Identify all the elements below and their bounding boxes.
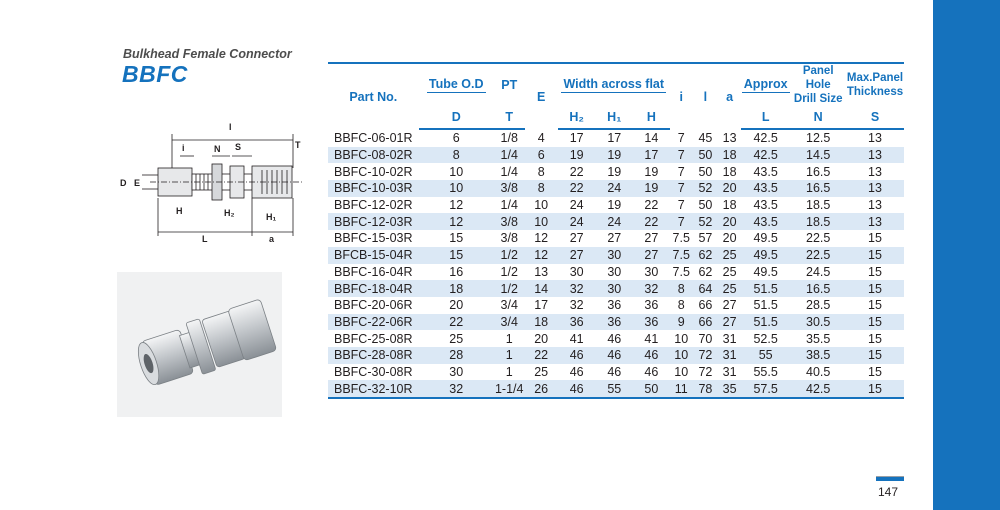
table-cell: 26: [525, 380, 558, 398]
table-cell: 15: [846, 247, 904, 264]
header-pt-sub: T: [494, 106, 525, 129]
table-cell: 18: [722, 164, 737, 179]
table-cell: 27: [644, 231, 659, 246]
table-cell: 1/2: [500, 264, 518, 279]
table-cell: 9: [670, 314, 693, 331]
table-cell: 25: [722, 264, 737, 279]
table-cell: 18: [722, 198, 737, 213]
table-cell: 52: [693, 180, 719, 197]
part-number-cell: BBFC-08-02R: [328, 147, 419, 164]
table-cell: 27: [633, 247, 670, 264]
table-cell: 43.5: [741, 213, 790, 230]
table-cell: 8: [670, 280, 693, 297]
table-cell: 22: [525, 347, 558, 364]
table-cell: 8: [677, 298, 685, 313]
specification-table: [328, 62, 904, 399]
table-cell: 36: [607, 298, 622, 313]
header-l: l: [703, 89, 708, 104]
drawing-label-i: i: [182, 143, 185, 153]
header-max-panel-sub: S: [846, 106, 904, 129]
table-cell: 22: [419, 314, 494, 331]
table-cell: 7.5: [672, 231, 690, 246]
table-cell: 64: [693, 280, 719, 297]
table-cell: 13: [846, 147, 904, 164]
table-cell: 1/8: [500, 131, 518, 146]
table-cell: 8: [419, 147, 494, 164]
table-cell: 1/4: [500, 198, 518, 213]
table-cell: 1-1/4: [494, 380, 525, 398]
table-cell: 13: [846, 213, 904, 230]
table-row: [328, 264, 904, 281]
table-cell: 62: [693, 247, 719, 264]
side-color-bar: [933, 0, 1000, 510]
table-cell: 51.5: [741, 314, 790, 331]
part-number-cell: BBFC-30-08R: [334, 364, 413, 379]
table-cell: 12: [449, 198, 464, 213]
table-cell: 18: [419, 280, 494, 297]
header-a: a: [726, 89, 734, 104]
table-cell: 46: [558, 347, 596, 364]
table-cell: 15: [846, 347, 904, 364]
header-h1: H₁: [596, 106, 633, 129]
page-number: 147: [878, 485, 899, 499]
table-cell: 20: [718, 213, 741, 230]
table-cell: 35.5: [806, 331, 831, 346]
part-number-cell: BBFC-20-06R: [334, 298, 413, 313]
table-cell: 3/8: [494, 213, 525, 230]
table-cell: 14: [525, 280, 558, 297]
table-cell: 22.5: [806, 231, 831, 246]
part-number-cell: BBFC-16-04R: [334, 264, 413, 279]
table-cell: 46: [558, 380, 596, 398]
table-cell: 3/8: [500, 231, 518, 246]
table-cell: 10: [674, 364, 689, 379]
header-approx-sub: L: [741, 106, 790, 129]
table-cell: 19: [633, 180, 670, 197]
table-cell: 57.5: [741, 380, 790, 398]
part-number-cell: BBFC-10-03R: [328, 180, 419, 197]
drawing-label-L: L: [202, 234, 208, 244]
table-cell: 8: [537, 164, 545, 179]
header-pt: PT: [501, 78, 518, 92]
table-cell: 72: [698, 364, 713, 379]
table-cell: 50: [633, 380, 670, 398]
table-cell: 17: [534, 298, 549, 313]
header-panel-hole-sub: N: [790, 106, 846, 129]
table-cell: 1/4: [494, 147, 525, 164]
table-header-row: [328, 63, 904, 106]
table-cell: 24: [596, 180, 633, 197]
header-e: E: [536, 89, 546, 104]
header-tube-od-sub: D: [419, 106, 494, 129]
product-code: BBFC: [122, 61, 188, 87]
table-cell: 30: [596, 280, 633, 297]
table-cell: 20: [722, 231, 737, 246]
table-cell: 36: [644, 298, 659, 313]
table-row: [328, 364, 904, 381]
table-row: [328, 197, 904, 214]
part-number-cell: BBFC-10-02R: [334, 164, 413, 179]
table-cell: 7.5: [670, 247, 693, 264]
table-cell: 15: [868, 331, 882, 346]
table-cell: 25: [718, 280, 741, 297]
table-cell: 51.5: [753, 298, 778, 313]
drawing-label-l: l: [229, 122, 232, 132]
table-cell: 1/4: [500, 164, 518, 179]
table-cell: 15: [449, 231, 464, 246]
table-cell: 32: [419, 380, 494, 398]
table-cell: 1: [505, 331, 513, 346]
table-cell: 1/2: [494, 247, 525, 264]
part-number-cell: BBFC-12-03R: [328, 213, 419, 230]
table-cell: 66: [698, 298, 713, 313]
table-cell: 30: [569, 264, 584, 279]
table-cell: 13: [722, 130, 737, 145]
table-cell: 15: [868, 298, 882, 313]
drawing-label-E: E: [134, 178, 141, 188]
table-cell: 30: [596, 247, 633, 264]
table-row: [328, 297, 904, 314]
drawing-label-S: S: [235, 142, 242, 152]
table-cell: 50: [693, 147, 719, 164]
table-cell: 17: [569, 131, 584, 146]
table-cell: 15: [868, 231, 882, 246]
drawing-label-D: D: [120, 178, 127, 188]
table-cell: 10: [449, 164, 464, 179]
table-cell: 17: [633, 147, 670, 164]
table-cell: 7: [677, 198, 685, 213]
table-cell: 14.5: [790, 147, 846, 164]
header-tube-od: Tube O.D: [428, 77, 484, 91]
table-cell: 10: [534, 198, 549, 213]
table-cell: 16.5: [790, 180, 846, 197]
part-number-cell: BBFC-12-02R: [334, 198, 413, 213]
header-part-no: Part No.: [349, 89, 398, 104]
table-cell: 35: [718, 380, 741, 398]
table-cell: 41: [644, 331, 659, 346]
table-cell: 18: [718, 147, 741, 164]
table-cell: 43.5: [753, 198, 778, 213]
table-cell: 13: [868, 131, 882, 146]
table-cell: 40.5: [806, 364, 831, 379]
table-cell: 7.5: [672, 264, 690, 279]
table-row: [328, 380, 904, 398]
table-cell: 19: [607, 164, 622, 179]
table-cell: 32: [569, 298, 584, 313]
part-number-cell: BFCB-15-04R: [328, 247, 419, 264]
table-cell: 4: [537, 130, 545, 145]
table-cell: 3/4: [494, 314, 525, 331]
table-cell: 24: [558, 213, 596, 230]
table-cell: 78: [693, 380, 719, 398]
table-cell: 25: [718, 247, 741, 264]
table-cell: 7: [677, 130, 685, 145]
table-cell: 1: [494, 347, 525, 364]
table-cell: 13: [868, 164, 882, 179]
table-cell: 27: [558, 247, 596, 264]
part-number-cell: BBFC-32-10R: [328, 380, 419, 398]
table-cell: 15: [868, 264, 882, 279]
table-row: [328, 129, 904, 147]
table-cell: 3/8: [494, 180, 525, 197]
table-cell: 42.5: [741, 147, 790, 164]
table-row: [328, 213, 904, 230]
table-cell: 24.5: [806, 264, 831, 279]
table-cell: 38.5: [790, 347, 846, 364]
table-cell: 50: [698, 164, 713, 179]
table-cell: 50: [698, 198, 713, 213]
table-cell: 43.5: [741, 180, 790, 197]
table-cell: 20: [534, 331, 549, 346]
table-cell: 49.5: [741, 247, 790, 264]
table-cell: 7: [670, 147, 693, 164]
table-cell: 15: [846, 314, 904, 331]
table-row: [328, 280, 904, 297]
table-cell: 31: [722, 364, 737, 379]
table-cell: 7: [670, 180, 693, 197]
table-cell: 19: [644, 164, 659, 179]
table-cell: 19: [596, 147, 633, 164]
table-cell: 70: [698, 331, 713, 346]
table-cell: 46: [607, 331, 622, 346]
table-cell: 46: [633, 347, 670, 364]
table-row: [328, 347, 904, 364]
table-cell: 66: [693, 314, 719, 331]
table-cell: 42.5: [790, 380, 846, 398]
table-cell: 13: [868, 198, 882, 213]
table-cell: 10: [674, 331, 689, 346]
table-cell: 22: [633, 213, 670, 230]
drawing-label-H2: H₂: [224, 208, 235, 218]
table-cell: 27: [607, 231, 622, 246]
part-number-cell: BBFC-06-01R: [334, 130, 413, 145]
table-cell: 13: [534, 264, 549, 279]
table-cell: 14: [644, 131, 659, 146]
table-cell: 36: [596, 314, 633, 331]
table-cell: 18.5: [790, 213, 846, 230]
table-row: [328, 147, 904, 164]
table-cell: 7: [677, 164, 685, 179]
table-cell: 10: [419, 180, 494, 197]
part-number-cell: BBFC-18-04R: [328, 280, 419, 297]
table-cell: 43.5: [753, 164, 778, 179]
table-cell: 22: [569, 164, 584, 179]
part-number-cell: BBFC-25-08R: [334, 331, 413, 346]
table-cell: 16.5: [790, 280, 846, 297]
table-cell: 32: [633, 280, 670, 297]
table-cell: 22: [644, 198, 659, 213]
table-cell: 13: [846, 180, 904, 197]
table-cell: 19: [558, 147, 596, 164]
table-cell: 27: [718, 314, 741, 331]
table-cell: 52.5: [753, 331, 778, 346]
table-cell: 8: [525, 180, 558, 197]
table-cell: 30.5: [790, 314, 846, 331]
table-cell: 24: [596, 213, 633, 230]
part-number-cell: BBFC-15-03R: [334, 231, 413, 246]
table-cell: 1: [505, 364, 513, 379]
header-width-across-flat: Width across flat: [563, 77, 665, 91]
table-cell: 41: [569, 331, 584, 346]
table-cell: 49.5: [753, 231, 778, 246]
table-cell: 31: [722, 331, 737, 346]
table-cell: 12: [534, 231, 549, 246]
drawing-label-a: a: [269, 234, 275, 244]
table-cell: 15: [419, 247, 494, 264]
table-cell: 45: [698, 130, 713, 145]
table-cell: 51.5: [741, 280, 790, 297]
drawing-label-H: H: [176, 206, 183, 216]
table-cell: 16: [449, 264, 464, 279]
drawing-label-T: T: [295, 140, 301, 150]
table-cell: 27: [722, 298, 737, 313]
table-cell: 25: [534, 364, 549, 379]
table-cell: 24: [569, 198, 584, 213]
table-cell: 18.5: [806, 198, 831, 213]
table-cell: 20: [718, 180, 741, 197]
table-cell: 57: [698, 231, 713, 246]
product-photo: [117, 272, 282, 417]
table-cell: 22: [558, 180, 596, 197]
table-cell: 32: [558, 280, 596, 297]
table-cell: 10: [525, 213, 558, 230]
table-cell: 6: [525, 147, 558, 164]
table-cell: 12: [419, 213, 494, 230]
table-cell: 12.5: [806, 131, 831, 146]
technical-drawing: [112, 118, 312, 248]
part-number-cell: BBFC-28-08R: [328, 347, 419, 364]
table-cell: 62: [698, 264, 713, 279]
table-cell: 46: [644, 364, 659, 379]
table-cell: 49.5: [753, 264, 778, 279]
part-number-cell: BBFC-22-06R: [328, 314, 419, 331]
table-cell: 18: [525, 314, 558, 331]
table-cell: 15: [868, 364, 882, 379]
table-cell: 17: [607, 131, 622, 146]
table-cell: 7: [670, 213, 693, 230]
table-cell: 3/4: [500, 298, 518, 313]
table-cell: 46: [596, 347, 633, 364]
product-subtitle: Bulkhead Female Connector: [123, 47, 292, 61]
table-cell: 1/2: [494, 280, 525, 297]
table-cell: 19: [607, 198, 622, 213]
table-cell: 25: [449, 331, 464, 346]
table-cell: 55.5: [753, 364, 778, 379]
table-cell: 46: [569, 364, 584, 379]
header-panel-hole: Panel Hole Drill Size: [793, 65, 843, 105]
table-cell: 52: [693, 213, 719, 230]
table-row: [328, 314, 904, 331]
table-cell: 28.5: [806, 298, 831, 313]
drawing-label-H1: H₁: [266, 212, 277, 222]
table-cell: 36: [558, 314, 596, 331]
header-h: H: [633, 106, 670, 129]
table-row: [328, 247, 904, 264]
table-cell: 55: [596, 380, 633, 398]
header-approx: Approx: [743, 77, 788, 91]
table-cell: 15: [846, 280, 904, 297]
table-cell: 20: [449, 298, 464, 313]
table-cell: 12: [525, 247, 558, 264]
table-row: [328, 230, 904, 247]
table-row: [328, 330, 904, 347]
table-cell: 72: [693, 347, 719, 364]
table-cell: 22.5: [790, 247, 846, 264]
table-cell: 11: [670, 380, 693, 398]
table-cell: 28: [419, 347, 494, 364]
table-cell: 15: [846, 380, 904, 398]
table-cell: 30: [449, 364, 464, 379]
drawing-label-N: N: [214, 144, 221, 154]
table-cell: 10: [670, 347, 693, 364]
table-cell: 27: [569, 231, 584, 246]
table-cell: 55: [741, 347, 790, 364]
header-i: i: [679, 89, 683, 104]
page-marker: [876, 477, 904, 481]
table-cell: 46: [607, 364, 622, 379]
table-cell: 36: [633, 314, 670, 331]
table-cell: 30: [607, 264, 622, 279]
header-max-panel: Max.Panel Thickness: [846, 72, 904, 98]
table-cell: 6: [452, 131, 460, 146]
table-row: [328, 180, 904, 197]
table-cell: 31: [718, 347, 741, 364]
header-h2: H₂: [558, 106, 596, 129]
table-cell: 30: [644, 264, 659, 279]
table-cell: 42.5: [753, 131, 778, 146]
table-row: [328, 163, 904, 180]
table-cell: 16.5: [806, 164, 831, 179]
